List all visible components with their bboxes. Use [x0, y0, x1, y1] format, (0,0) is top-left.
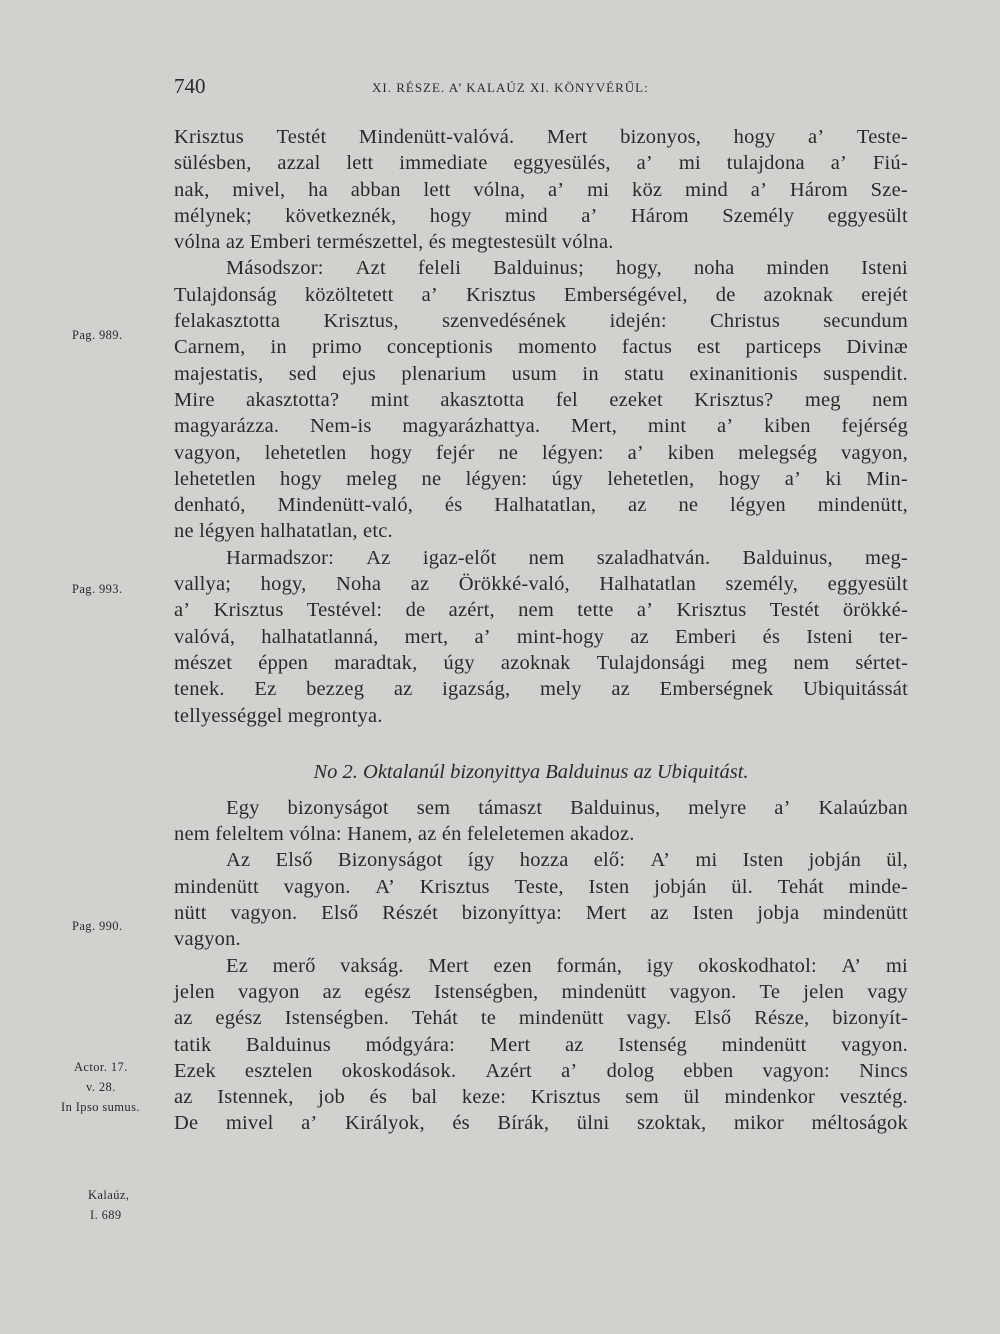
text-line: valóvá, halhatatlanná, mert, a’ mint-hogy az Emberi és Isteni ter-: [174, 625, 908, 648]
text-line: vagyon, lehetetlen hogy fejér ne légyen: a’ kiben melegség vagyon,: [174, 441, 908, 464]
margin-note-pag-990: Pag. 990.: [72, 919, 123, 933]
text-line: magyarázza. Nem-is magyarázhattya. Mert, mint a’ kiben fejérség: [174, 415, 908, 438]
text-line: jelen vagyon az egész Istenségben, mindenütt vagyon. Te jelen vagy: [174, 980, 908, 1003]
text-line: Krisztus Testét Mindenütt-valóvá. Mert bizonyos, hogy a’ Teste-: [174, 126, 908, 148]
text-line: nütt vagyon. Első Részét bizonyíttya: Mert az Isten jobja mindenütt: [174, 902, 908, 925]
text-line: tenek. Ez bezzeg az igazság, mely az Emberségnek Ubiquitássát: [174, 678, 908, 701]
text-line: tatik Balduinus módgyára: Mert az Istenség mindenütt vagyon.: [174, 1033, 908, 1056]
margin-note-in-ipso: In Ipso sumus.: [61, 1100, 140, 1114]
margin-note-verse: v. 28.: [86, 1080, 116, 1094]
text-line: Mire akasztotta? mint akasztotta fel ezeket Krisztus? meg nem: [174, 388, 908, 411]
text-line: Ez merő vakság. Mert ezen formán, igy okoskodhatol: A’ mi: [226, 954, 908, 977]
text-line: mélynek; következnék, hogy mind a’ Három Személy eggyesült: [174, 204, 908, 227]
text-line: Másodszor: Azt feleli Balduinus; hogy, noha minden Isteni: [226, 257, 908, 280]
page-header: [0, 74, 1000, 104]
text-line: sülésben, azzal lett immediate eggyesülés, a’ mi tulajdona a’ Fiú-: [174, 152, 908, 175]
text-line: nem feleltem vólna: Hanem, az én feleletemen akadoz.: [174, 823, 635, 846]
text-block-1: [174, 124, 908, 729]
running-head: XI. RÉSZE. A’ KALAÚZ XI. KÖNYVÉRŰL:: [372, 80, 649, 95]
page-number: 740: [174, 74, 206, 98]
margin-note-actor: Actor. 17.: [74, 1060, 128, 1074]
text-line: ne légyen halhatatlan, etc.: [174, 520, 393, 543]
text-line: majestatis, sed ejus plenarium usum in statu exinanitionis suspendit.: [174, 362, 908, 385]
text-line: vólna az Emberi természettel, és megtestesült vólna.: [174, 231, 614, 254]
text-line: denható, Mindenütt-való, és Halhatatlan, az ne légyen mindenütt,: [174, 494, 908, 517]
text-line: Ezek esztelen okoskodások. Azért a’ dolog ebben vagyon: Nincs: [174, 1059, 908, 1082]
text-line: Egy bizonyságot sem támaszt Balduinus, melyre a’ Kalaúzban: [226, 796, 908, 819]
section-gap: [174, 729, 908, 755]
margin-note-pag-993: Pag. 993.: [72, 582, 123, 596]
margin-note-kalauz-page: I. 689: [90, 1208, 122, 1222]
main-text: [174, 124, 908, 1137]
text-line: mindenütt vagyon. A’ Krisztus Teste, Isten jobján ül. Tehát minde-: [174, 875, 908, 898]
text-line: vagyon.: [174, 928, 241, 951]
text-line: az egész Istenségben. Tehát te mindenütt vagy. Első Része, bizonyít-: [174, 1007, 908, 1030]
text-line: De mivel a’ Királyok, és Bírák, ülni szoktak, mikor méltoságok: [174, 1112, 908, 1135]
text-block-2: [174, 795, 908, 1137]
margin-note-pag-989: Pag. 989.: [72, 328, 123, 342]
margin-note-kalauz: Kalaúz,: [88, 1188, 130, 1202]
text-line: az Istennek, job és bal keze: Krisztus sem ül mindenkor vesztég.: [174, 1086, 908, 1109]
text-line: felakasztotta Krisztus, szenvedésének idején: Christus secundum: [174, 310, 908, 333]
text-line: mészet éppen maradtak, úgy azoknak Tulajdonsági meg nem sértet-: [174, 651, 908, 674]
text-line: vallya; hogy, Noha az Örökké-való, Halhatatlan személy, eggyesült: [174, 573, 908, 596]
text-line: Az Első Bizonyságot így hozza elő: A’ mi Isten jobján ül,: [226, 849, 908, 872]
text-line: Carnem, in primo conceptionis momento factus est particeps Divinæ: [174, 336, 908, 359]
text-line: tellyességgel megrontya.: [174, 704, 383, 727]
text-line: nak, mivel, ha abban lett vólna, a’ mi köz mind a’ Három Sze-: [174, 178, 908, 201]
text-line: lehetetlen hogy meleg ne légyen: úgy lehetetlen, hogy a’ ki Min-: [174, 467, 908, 490]
text-line: a’ Krisztus Testével: de azért, nem tette a’ Krisztus Testét örökké-: [174, 599, 908, 622]
section-heading: No 2. Oktalanúl bizonyittya Balduinus az Ubiquitást.: [313, 760, 749, 783]
text-line: Tulajdonság közöltetett a’ Krisztus Emberségével, de azoknak erejét: [174, 283, 908, 306]
text-line: Harmadszor: Az igaz-előt nem szaladhatván. Balduinus, meg-: [226, 546, 908, 569]
